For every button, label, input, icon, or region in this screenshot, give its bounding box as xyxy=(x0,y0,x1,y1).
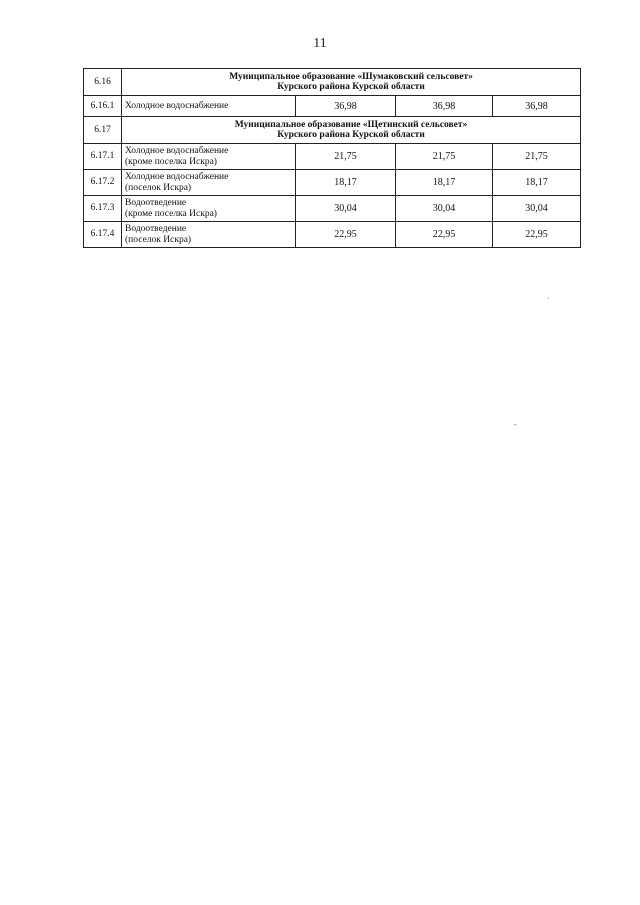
section-number: 6.17 xyxy=(84,117,122,144)
row-number: 6.17.2 xyxy=(84,170,122,196)
tariff-value-1: 30,04 xyxy=(296,196,396,222)
service-name-line1: Водоотведение xyxy=(125,224,187,235)
tariff-value-2: 18,17 xyxy=(396,170,493,196)
tariff-value-2: 36,98 xyxy=(396,96,493,117)
section-heading-line1: Муниципальное образование «Щетинский сельсовет» xyxy=(234,119,468,130)
tariff-value-3: 36,98 xyxy=(493,96,581,117)
scan-speck: - xyxy=(514,420,517,429)
section-header-row xyxy=(84,69,581,96)
tariff-value-3: 21,75 xyxy=(493,144,581,170)
tariff-value-3: 22,95 xyxy=(493,222,581,248)
section-heading xyxy=(122,69,581,96)
section-heading xyxy=(122,117,581,144)
service-name-line1: Холодное водоснабжение xyxy=(125,146,229,157)
service-name-line2: (кроме поселка Искра) xyxy=(125,156,217,167)
service-name: Холодное водоснабжение xyxy=(122,96,296,117)
service-name xyxy=(122,222,296,248)
service-name-line2: (поселок Искра) xyxy=(125,182,192,193)
tariff-value-1: 36,98 xyxy=(296,96,396,117)
section-number: 6.16 xyxy=(84,69,122,96)
service-name xyxy=(122,170,296,196)
service-name-line1: Водоотведение xyxy=(125,198,187,209)
tariff-value-1: 21,75 xyxy=(296,144,396,170)
section-header-row xyxy=(84,117,581,144)
section-heading-line1: Муниципальное образование «Шумаковский сельсовет» xyxy=(229,71,473,82)
row-number: 6.16.1 xyxy=(84,96,122,117)
table-row xyxy=(84,170,581,196)
tariff-value-2: 21,75 xyxy=(396,144,493,170)
section-heading-line2: Курского района Курской области xyxy=(277,130,425,140)
tariff-value-3: 18,17 xyxy=(493,170,581,196)
service-name xyxy=(122,196,296,222)
tariff-value-2: 22,95 xyxy=(396,222,493,248)
service-name-line2: (кроме поселка Искра) xyxy=(125,208,217,219)
table-row xyxy=(84,196,581,222)
page-number: 11 xyxy=(313,36,327,51)
service-name-line1: Холодное водоснабжение xyxy=(125,172,229,183)
tariff-value-1: 22,95 xyxy=(296,222,396,248)
table-row xyxy=(84,96,581,117)
section-heading-line2: Курского района Курской области xyxy=(277,82,425,92)
row-number: 6.17.1 xyxy=(84,144,122,170)
table-row xyxy=(84,144,581,170)
row-number: 6.17.4 xyxy=(84,222,122,248)
tariff-table xyxy=(83,68,581,248)
scan-speck: · xyxy=(547,294,550,303)
tariff-value-2: 30,04 xyxy=(396,196,493,222)
row-number: 6.17.3 xyxy=(84,196,122,222)
service-name-line2: (поселок Искра) xyxy=(125,234,192,245)
table-row xyxy=(84,222,581,248)
tariff-value-1: 18,17 xyxy=(296,170,396,196)
tariff-value-3: 30,04 xyxy=(493,196,581,222)
service-name xyxy=(122,144,296,170)
